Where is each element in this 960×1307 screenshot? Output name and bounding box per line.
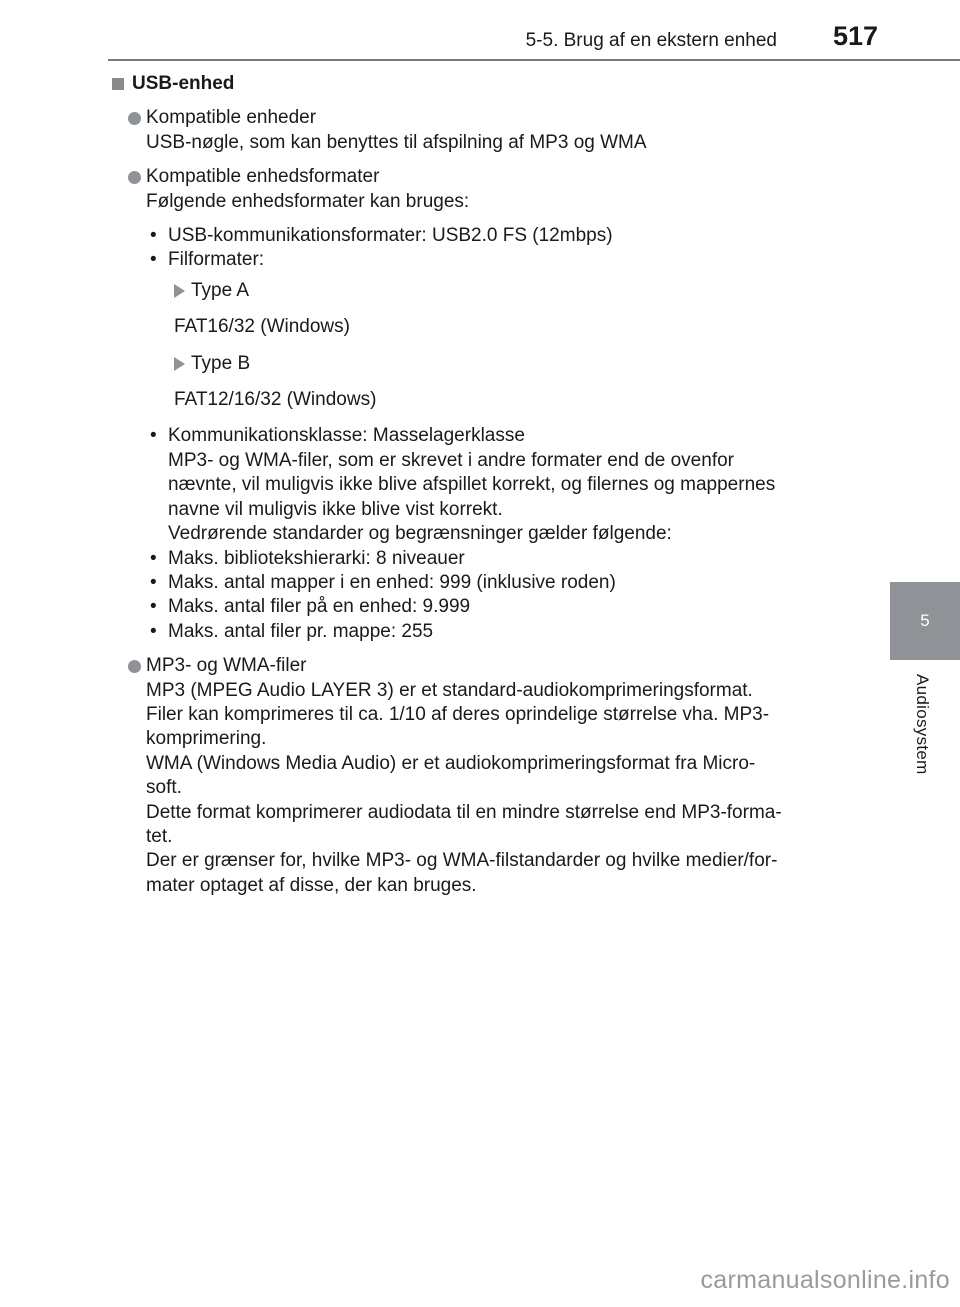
type-a-value: FAT16/32 (Windows): [174, 316, 350, 338]
comm-note-line: MP3- og WMA-filer, som er skrevet i andre formater end de ovenfor: [168, 449, 734, 471]
circle-bullet-icon: [128, 660, 141, 673]
item-title: Kompatible enhedsformater: [146, 166, 380, 188]
section-heading: [108, 72, 854, 96]
type-a-label: Type A: [191, 279, 250, 301]
mp3-wma-item: [108, 654, 854, 898]
item-title: MP3- og WMA-filer: [146, 655, 307, 677]
comm-note-line: navne vil muligvis ikke blive vist korrekt.: [168, 498, 503, 520]
triangle-bullet-icon: [174, 357, 185, 371]
list-item: • Maks. antal filer pr. mappe: 255: [146, 620, 854, 644]
file-format-types: [146, 279, 854, 413]
paragraph-line: WMA (Windows Media Audio) er et audiokomprimeringsformat fra Micro-: [146, 752, 756, 774]
paragraph-line: mater optaget af disse, der kan bruges.: [146, 874, 477, 896]
circle-bullet-icon: [128, 112, 141, 125]
list-item: • Maks. bibliotekshierarki: 8 niveauer: [146, 547, 854, 571]
paragraph-line: MP3 (MPEG Audio LAYER 3) er et standard-audiokomprimeringsformat.: [146, 679, 753, 701]
page-header: [0, 0, 960, 62]
chapter-number-tab: 5: [890, 582, 960, 660]
item-text: Følgende enhedsformater kan bruges:: [146, 190, 470, 212]
header-divider: [108, 59, 960, 61]
list-item: • USB-kommunikationsformater: USB2.0 FS (12mbps): [146, 224, 854, 248]
paragraph-line: tet.: [146, 825, 173, 847]
section-heading-text: USB-enhed: [132, 73, 235, 94]
comm-note-line: Vedrørende standarder og begrænsninger gælder følgende:: [168, 523, 672, 545]
circle-bullet-icon: [128, 171, 141, 184]
chapter-side-label: Audiosystem: [913, 674, 932, 775]
watermark: carmanualsonline.info: [700, 1266, 950, 1294]
paragraph-line: komprimering.: [146, 728, 267, 750]
list-item: • Maks. antal mapper i en enhed: 999 (inklusive roden): [146, 571, 854, 595]
chapter-title: 5-5. Brug af en ekstern enhed: [525, 30, 777, 51]
page-content: [108, 72, 854, 898]
comm-class-text: • Kommunikationsklasse: Masselagerklasse: [168, 425, 525, 447]
paragraph-line: soft.: [146, 777, 182, 799]
square-bullet-icon: [112, 78, 124, 90]
paragraph-line: Dette format komprimerer audiodata til en mindre størrelse end MP3-forma-: [146, 801, 782, 823]
class-list: [146, 424, 854, 644]
page-number: 517: [832, 21, 878, 51]
paragraph-line: Filer kan komprimeres til ca. 1/10 af deres oprindelige størrelse vha. MP3-: [146, 703, 770, 725]
paragraph-line: Der er grænser for, hvilke MP3- og WMA-filstandarder og hvilke medier/for-: [146, 850, 778, 872]
type-b-value: FAT12/16/32 (Windows): [174, 389, 377, 411]
format-list: [146, 224, 854, 273]
list-item: [146, 424, 854, 546]
type-a-row: [174, 279, 854, 303]
compatible-devices-item: [108, 106, 854, 155]
list-item: • Maks. antal filer på en enhed: 9.999: [146, 595, 854, 619]
item-title: Kompatible enheder: [146, 107, 317, 129]
item-text: USB-nøgle, som kan benyttes til afspilning af MP3 og WMA: [146, 131, 647, 153]
triangle-bullet-icon: [174, 284, 185, 298]
type-b-label: Type B: [191, 352, 251, 374]
compatible-formats-item: [108, 165, 854, 644]
comm-note-line: nævnte, vil muligvis ikke blive afspillet korrekt, og filernes og mappernes: [168, 474, 776, 496]
list-item: • Filformater:: [146, 248, 854, 272]
chapter-side-label-box: [890, 660, 960, 900]
type-b-row: [174, 352, 854, 376]
